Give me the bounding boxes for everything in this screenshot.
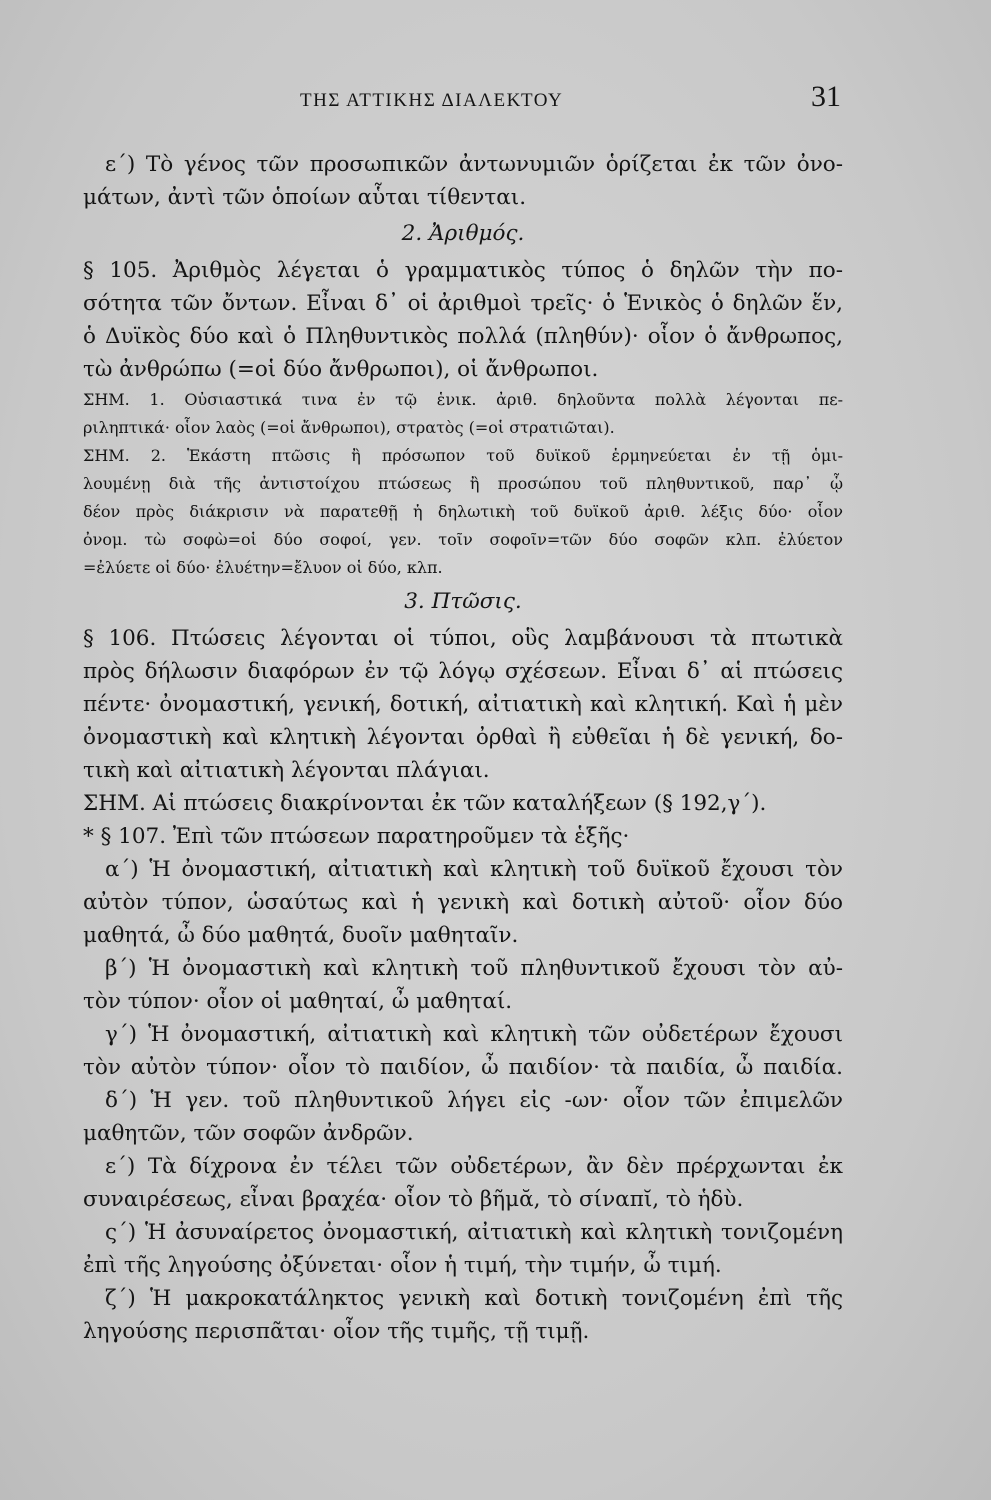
note-line: λουμένῃ διὰ τῆς ἀντιστοίχου πτώσεως ἢ προσώπου τοῦ πληθυντικοῦ, παρ᾽ ᾧ xyxy=(83,474,843,493)
text-line: αὐτὸν τύπον, ὡσαύτως καὶ ἡ γενικὴ καὶ δοτικὴ αὐτοῦ· οἷον δύο xyxy=(83,890,843,915)
text-line: ς΄) Ἡ ἀσυναίρετος ὀνομαστική, αἰτιατικὴ καὶ κλητικὴ τονιζομένη xyxy=(105,1220,843,1245)
note-line: ΣΗΜ. 1. Οὐσιαστικά τινα ἐν τῷ ἑνικ. ἀριθ. δηλοῦντα πολλὰ λέγονται πε- xyxy=(83,390,843,409)
text-line: β΄) Ἡ ὀνομαστικὴ καὶ κλητικὴ τοῦ πληθυντικοῦ ἔχουσι τὸν αὐ- xyxy=(105,956,843,981)
text-line: μαθητῶν, τῶν σοφῶν ἀνδρῶν. xyxy=(83,1121,414,1146)
text-line: πρὸς δήλωσιν διαφόρων ἐν τῷ λόγῳ σχέσεων. Εἶναι δ᾽ αἱ πτώσεις xyxy=(83,659,843,684)
text-line: τὸν αὐτὸν τύπον· οἷον τὸ παιδίον, ὦ παιδίον· τὰ παιδία, ὦ παιδία. xyxy=(83,1055,843,1080)
text-line: μάτων, ἀντὶ τῶν ὁποίων αὗται τίθενται. xyxy=(83,185,527,210)
note-line: ριληπτικά· οἷον λαὸς (=οἱ ἄνθρωποι), στρατὸς (=οἱ στρατιῶται). xyxy=(83,418,615,437)
section-heading: 3. Πτῶσις. xyxy=(404,589,522,614)
running-title: ΤΗΣ ΑΤΤΙΚΗΣ ΔΙΑΛΕΚΤΟΥ xyxy=(300,90,564,111)
page-number: 31 xyxy=(811,80,841,113)
text-line: τὸν τύπον· οἷον οἱ μαθηταί, ὦ μαθηταί. xyxy=(83,989,513,1014)
note-line: ΣΗΜ. Αἱ πτώσεις διακρίνονται ἐκ τῶν καταλήξεων (§ 192,γ΄). xyxy=(83,791,767,816)
text-line: ἐπὶ τῆς ληγούσης ὀξύνεται· οἷον ἡ τιμή, τὴν τιμήν, ὦ τιμή. xyxy=(83,1253,722,1278)
page-header xyxy=(0,80,991,120)
text-line: § 106. Πτώσεις λέγονται οἱ τύποι, οὓς λαμβάνουσι τὰ πτωτικὰ xyxy=(83,626,843,651)
text-line: μαθητά, ὦ δύο μαθητά, δυοῖν μαθηταῖν. xyxy=(83,923,519,948)
text-line: ε΄) Τὰ δίχρονα ἐν τέλει τῶν οὐδετέρων, ἂν δὲν πρέρχωνται ἐκ xyxy=(105,1154,843,1179)
text-line: ὀνομαστικὴ καὶ κλητικὴ λέγονται ὀρθαὶ ἢ εὐθεῖαι ἡ δὲ γενική, δο- xyxy=(83,725,843,750)
text-line: α΄) Ἡ ὀνομαστική, αἰτιατικὴ καὶ κλητικὴ τοῦ δυϊκοῦ ἔχουσι τὸν xyxy=(105,857,843,882)
page-body xyxy=(83,148,843,1348)
text-line: σότητα τῶν ὄντων. Εἶναι δ᾽ οἱ ἀριθμοὶ τρεῖς· ὁ Ἑνικὸς ὁ δηλῶν ἕν, xyxy=(83,291,843,316)
text-line: § 105. Ἀριθμὸς λέγεται ὁ γραμματικὸς τύπος ὁ δηλῶν τὴν πο- xyxy=(83,258,843,283)
note-line: ὀνομ. τὼ σοφὼ=οἱ δύο σοφοί, γεν. τοῖν σοφοῖν=τῶν δύο σοφῶν κλπ. ἐλύετον xyxy=(83,530,843,549)
text-line: συναιρέσεως, εἶναι βραχέα· οἷον τὸ βῆμᾰ, τὸ σίναπῐ, τὸ ἡδὺ. xyxy=(83,1187,744,1212)
note-line: ΣΗΜ. 2. Ἑκάστη πτῶσις ἢ πρόσωπον τοῦ δυϊκοῦ ἑρμηνεύεται ἐν τῇ ὁμι- xyxy=(83,446,843,465)
note-line: δέον πρὸς διάκρισιν νὰ παρατεθῇ ἡ δηλωτικὴ τοῦ δυϊκοῦ ἀριθ. λέξις δύο· οἷον xyxy=(83,502,843,521)
text-line: τὼ ἀνθρώπω (=οἱ δύο ἄνθρωποι), οἱ ἄνθρωποι. xyxy=(83,357,599,382)
text-line: γ΄) Ἡ ὀνομαστική, αἰτιατικὴ καὶ κλητικὴ τῶν οὐδετέρων ἔχουσι xyxy=(105,1022,843,1047)
text-line: * § 107. Ἐπὶ τῶν πτώσεων παρατηροῦμεν τὰ ἑξῆς· xyxy=(83,824,630,849)
text-line: ζ΄) Ἡ μακροκατάληκτος γενικὴ καὶ δοτικὴ τονιζομένη ἐπὶ τῆς xyxy=(105,1286,843,1311)
text-line: ὁ Δυϊκὸς δύο καὶ ὁ Πληθυντικὸς πολλά (πληθύν)· οἷον ὁ ἄνθρωπος, xyxy=(83,324,843,349)
text-line: ε΄) Τὸ γένος τῶν προσωπικῶν ἀντωνυμιῶν ὁρίζεται ἐκ τῶν ὀνο- xyxy=(105,152,843,177)
text-line: πέντε· ὀνομαστική, γενική, δοτική, αἰτιατικὴ καὶ κλητική. Καὶ ἡ μὲν xyxy=(83,692,843,717)
section-heading: 2. Ἀριθμός. xyxy=(401,221,525,246)
text-line: ληγούσης περισπᾶται· οἷον τῆς τιμῆς, τῇ τιμῇ. xyxy=(83,1319,590,1344)
text-line: τικὴ καὶ αἰτιατικὴ λέγονται πλάγιαι. xyxy=(83,758,490,783)
note-line: =ἐλύετε οἱ δύο· ἐλυέτην=ἔλυον οἱ δύο, κλπ. xyxy=(83,558,443,577)
text-line: δ΄) Ἡ γεν. τοῦ πληθυντικοῦ λήγει εἰς -ων· οἷον τῶν ἐπιμελῶν xyxy=(105,1088,843,1113)
